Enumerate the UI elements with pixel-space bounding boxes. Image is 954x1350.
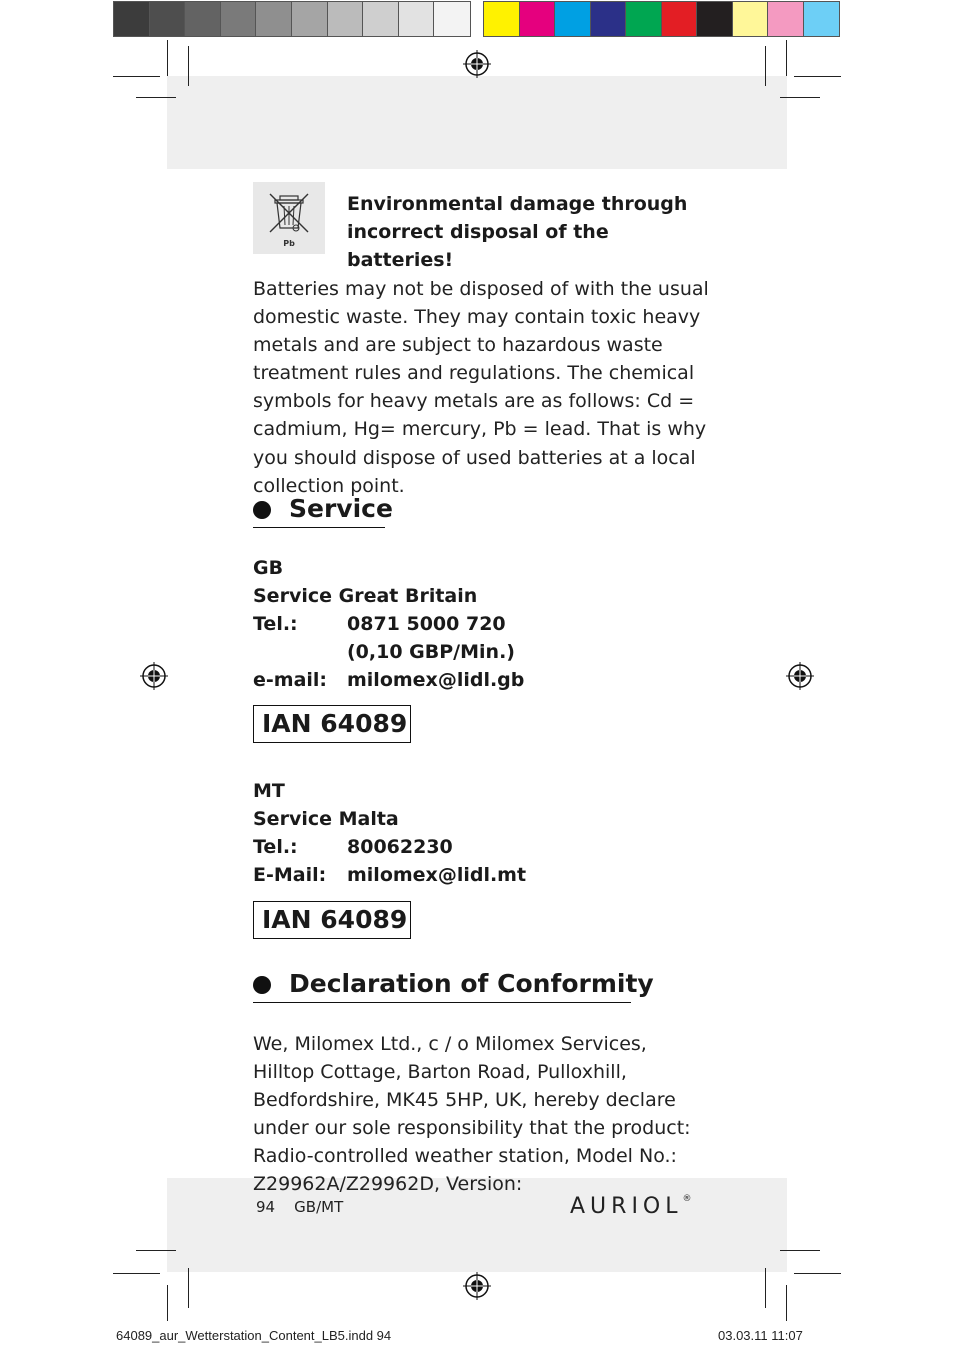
crop-mark bbox=[765, 46, 766, 86]
service-gb-tel-row bbox=[253, 610, 524, 638]
crop-mark bbox=[167, 1285, 168, 1321]
crop-mark bbox=[794, 1273, 841, 1274]
grey-swatch bbox=[292, 2, 328, 36]
bin-label: Pb bbox=[283, 239, 295, 248]
crop-mark bbox=[113, 1273, 160, 1274]
service-mt-tel-row bbox=[253, 833, 526, 861]
service-mt-title: Service Malta bbox=[253, 808, 399, 830]
conformity-heading-underline bbox=[253, 1002, 631, 1003]
service-mt-block bbox=[253, 777, 526, 889]
grey-swatch bbox=[221, 2, 257, 36]
crop-mark bbox=[188, 1268, 189, 1308]
email-label: e-mail: bbox=[253, 669, 328, 691]
service-gb-block bbox=[253, 554, 524, 694]
conformity-heading-text: Declaration of Conformity bbox=[289, 969, 654, 998]
service-gb-tel[interactable]: 0871 5000 720 bbox=[347, 613, 506, 635]
conformity-paragraph: We, Milomex Ltd., c / o Milomex Services, Hilltop Cottage, Barton Road, Pulloxhill, Bedfordshire, MK45 5HP, UK, hereby declare under our sole responsibility that the product: Radio-controlled weather station, Model No.: Z29962A/Z29962D, Version: bbox=[253, 1033, 691, 1196]
grey-swatch bbox=[399, 2, 435, 36]
tel-label: Tel.: bbox=[253, 836, 298, 858]
service-gb-tel-note-row bbox=[253, 638, 524, 666]
crop-mark bbox=[786, 1285, 787, 1321]
crop-mark bbox=[136, 1250, 176, 1251]
service-gb-email[interactable]: milomex@lidl.gb bbox=[347, 669, 525, 691]
service-heading-text: Service bbox=[289, 494, 393, 523]
color-swatch bbox=[733, 2, 769, 36]
page-number: 94 bbox=[256, 1198, 276, 1216]
email-label: E-Mail: bbox=[253, 864, 327, 886]
grey-swatch bbox=[150, 2, 186, 36]
crop-mark bbox=[786, 40, 787, 76]
grey-swatch bbox=[328, 2, 364, 36]
service-mt-email-row bbox=[253, 861, 526, 889]
color-swatch bbox=[804, 2, 840, 36]
conformity-heading bbox=[253, 969, 654, 1000]
slug-filename: 64089_aur_Wetterstation_Content_LB5.indd 94 bbox=[116, 1328, 392, 1343]
crop-mark bbox=[188, 46, 189, 86]
crop-mark bbox=[765, 1268, 766, 1308]
service-heading bbox=[253, 494, 393, 525]
color-swatch bbox=[520, 2, 556, 36]
tel-label: Tel.: bbox=[253, 613, 298, 635]
page-footer bbox=[256, 1198, 343, 1216]
crop-mark bbox=[780, 97, 820, 98]
bullet-icon bbox=[253, 501, 271, 519]
grey-swatch bbox=[434, 2, 470, 36]
service-gb-email-row bbox=[253, 666, 524, 694]
registration-mark-icon bbox=[462, 1271, 492, 1301]
ian-box-mt: IAN 64089 bbox=[253, 901, 411, 939]
grey-swatch bbox=[363, 2, 399, 36]
color-swatch bbox=[591, 2, 627, 36]
registration-mark-icon bbox=[462, 49, 492, 79]
registration-mark-icon bbox=[785, 661, 815, 691]
service-mt-tel[interactable]: 80062230 bbox=[347, 836, 453, 858]
crop-mark bbox=[167, 40, 168, 76]
disposal-warning: Environmental damage through incorrect disposal of the batteries! bbox=[347, 193, 688, 271]
color-swatch bbox=[662, 2, 698, 36]
service-gb-title: Service Great Britain bbox=[253, 585, 478, 607]
header-band bbox=[167, 76, 787, 169]
crop-mark bbox=[794, 76, 841, 77]
slug-datetime: 03.03.11 11:07 bbox=[718, 1328, 803, 1343]
crop-mark bbox=[780, 1250, 820, 1251]
service-mt-email[interactable]: milomex@lidl.mt bbox=[347, 864, 527, 886]
ian-box-gb: IAN 64089 bbox=[253, 705, 411, 743]
color-swatch bbox=[484, 2, 520, 36]
grey-calibration-bar bbox=[113, 1, 471, 37]
color-swatch bbox=[697, 2, 733, 36]
service-gb-tel-note: (0,10 GBP/Min.) bbox=[347, 641, 515, 663]
grey-swatch bbox=[185, 2, 221, 36]
grey-swatch bbox=[114, 2, 150, 36]
disposal-paragraph: Batteries may not be disposed of with the usual domestic waste. They may contain toxic heavy metals and are subject to hazardous waste treatment rules and regulations. The chemical symbols for heavy metals are as follows: Cd = cadmium, Hg= mercury, Pb = lead. That is why you should dispose of used batteries at a local collection point. bbox=[253, 278, 709, 497]
color-swatch bbox=[555, 2, 591, 36]
color-calibration-bar bbox=[483, 1, 840, 37]
service-gb-country: GB bbox=[253, 557, 284, 579]
color-swatch bbox=[768, 2, 804, 36]
bullet-icon bbox=[253, 976, 271, 994]
auriol-logo: AURIOL® bbox=[570, 1194, 692, 1219]
service-mt-country: MT bbox=[253, 780, 285, 802]
page-lang: GB/MT bbox=[294, 1198, 344, 1216]
registration-mark-icon bbox=[139, 661, 169, 691]
crossed-bin-icon bbox=[253, 182, 325, 254]
grey-swatch bbox=[256, 2, 292, 36]
color-swatch bbox=[626, 2, 662, 36]
crop-mark bbox=[113, 76, 160, 77]
crop-mark bbox=[136, 97, 176, 98]
service-heading-underline bbox=[253, 527, 385, 528]
